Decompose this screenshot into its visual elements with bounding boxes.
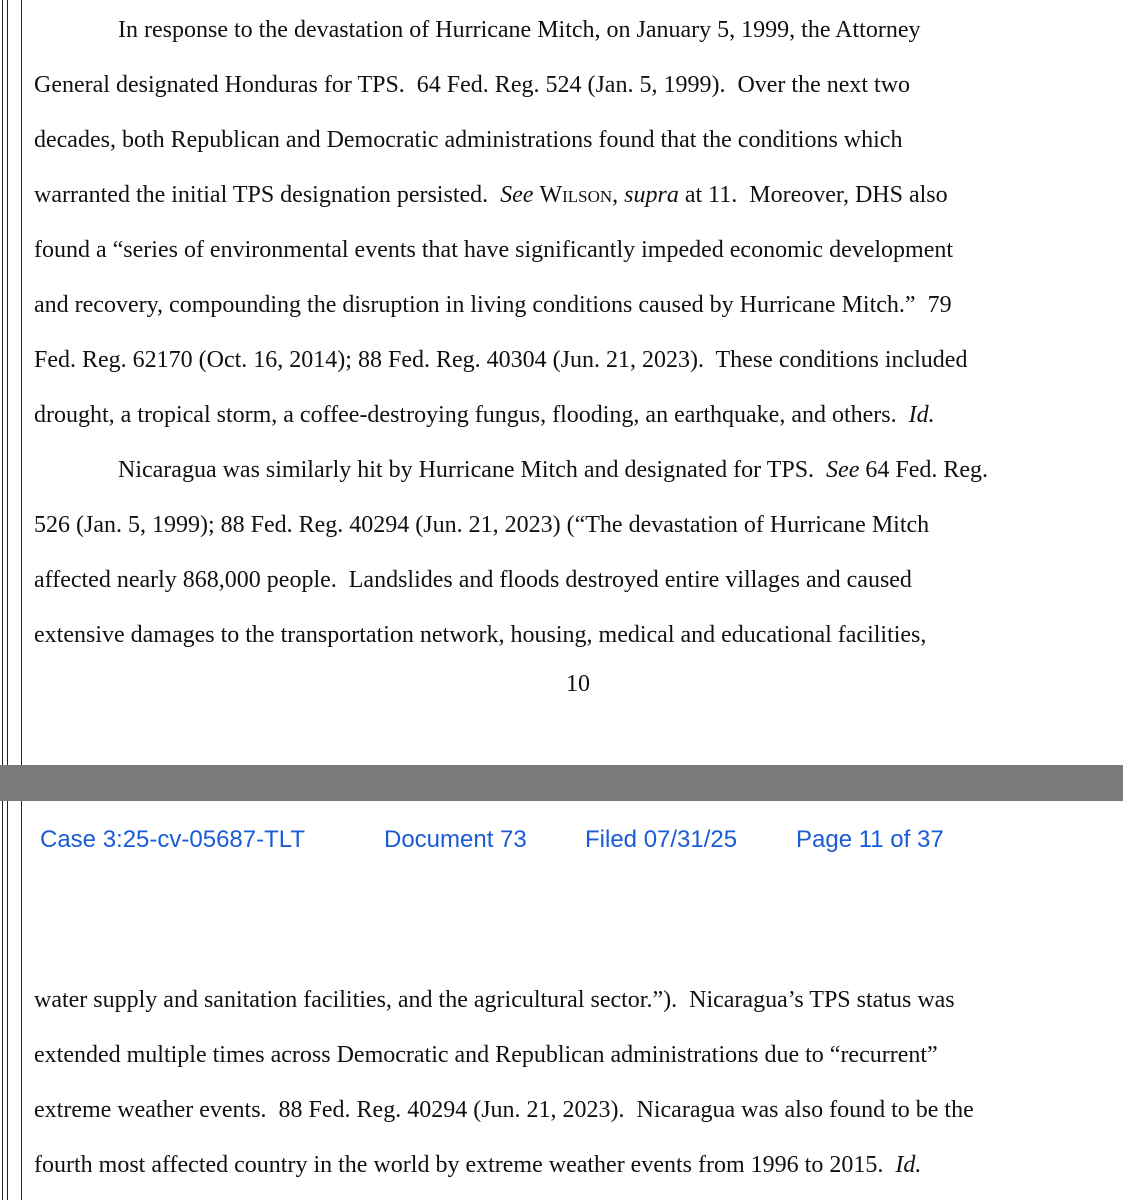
text-line: extended multiple times across Democratic and Republican administrations due to “recurrent” (34, 1042, 938, 1068)
text-line: affected nearly 868,000 people. Landslides and floods destroyed entire villages and caused (34, 567, 912, 593)
document-number: Document 73 (384, 826, 527, 853)
text-line: and recovery, compounding the disruption in living conditions caused by Hurricane Mitch.” 79 (34, 292, 952, 318)
text-line: drought, a tropical storm, a coffee-destroying fungus, flooding, an earthquake, and others. Id. (34, 402, 935, 428)
court-filing-header (40, 826, 944, 862)
text-line: water supply and sanitation facilities, and the agricultural sector.”). Nicaragua’s TPS status was (34, 987, 955, 1013)
text-line: found a “series of environmental events that have significantly impeded economic development (34, 237, 954, 263)
margin-rule (2, 0, 3, 1200)
page-separator (0, 765, 1123, 801)
text-line: decades, both Republican and Democratic administrations found that the conditions which (34, 127, 903, 153)
text-line: Nicaragua was similarly hit by Hurricane Mitch and designated for TPS. See 64 Fed. Reg. (118, 457, 989, 483)
filed-date: Filed 07/31/25 (585, 826, 738, 853)
page-11-fragment (22, 801, 1123, 1200)
page-number: 10 (566, 671, 590, 697)
text-line: fourth most affected country in the world by extreme weather events from 1996 to 2015. Id. (34, 1152, 922, 1178)
page-10-fragment (22, 0, 1123, 765)
text-line: General designated Honduras for TPS. 64 Fed. Reg. 524 (Jan. 5, 1999). Over the next two (34, 72, 911, 98)
margin-rule (7, 0, 8, 1200)
text-line: In response to the devastation of Hurricane Mitch, on January 5, 1999, the Attorney (118, 17, 921, 43)
text-line: extensive damages to the transportation network, housing, medical and educational facilities, (34, 622, 927, 648)
text-line: extreme weather events. 88 Fed. Reg. 40294 (Jun. 21, 2023). Nicaragua was also found to be the (34, 1097, 974, 1123)
text-line: 526 (Jan. 5, 1999); 88 Fed. Reg. 40294 (Jun. 21, 2023) (“The devastation of Hurricane Mitch (34, 512, 930, 538)
case-number: Case 3:25-cv-05687-TLT (40, 826, 306, 853)
text-line: warranted the initial TPS designation persisted. See Wilson, supra at 11. Moreover, DHS also (34, 182, 948, 208)
text-line: Fed. Reg. 62170 (Oct. 16, 2014); 88 Fed. Reg. 40304 (Jun. 21, 2023). These conditions included (34, 347, 968, 373)
left-margin-rules (0, 0, 24, 1200)
page-count: Page 11 of 37 (796, 826, 944, 853)
